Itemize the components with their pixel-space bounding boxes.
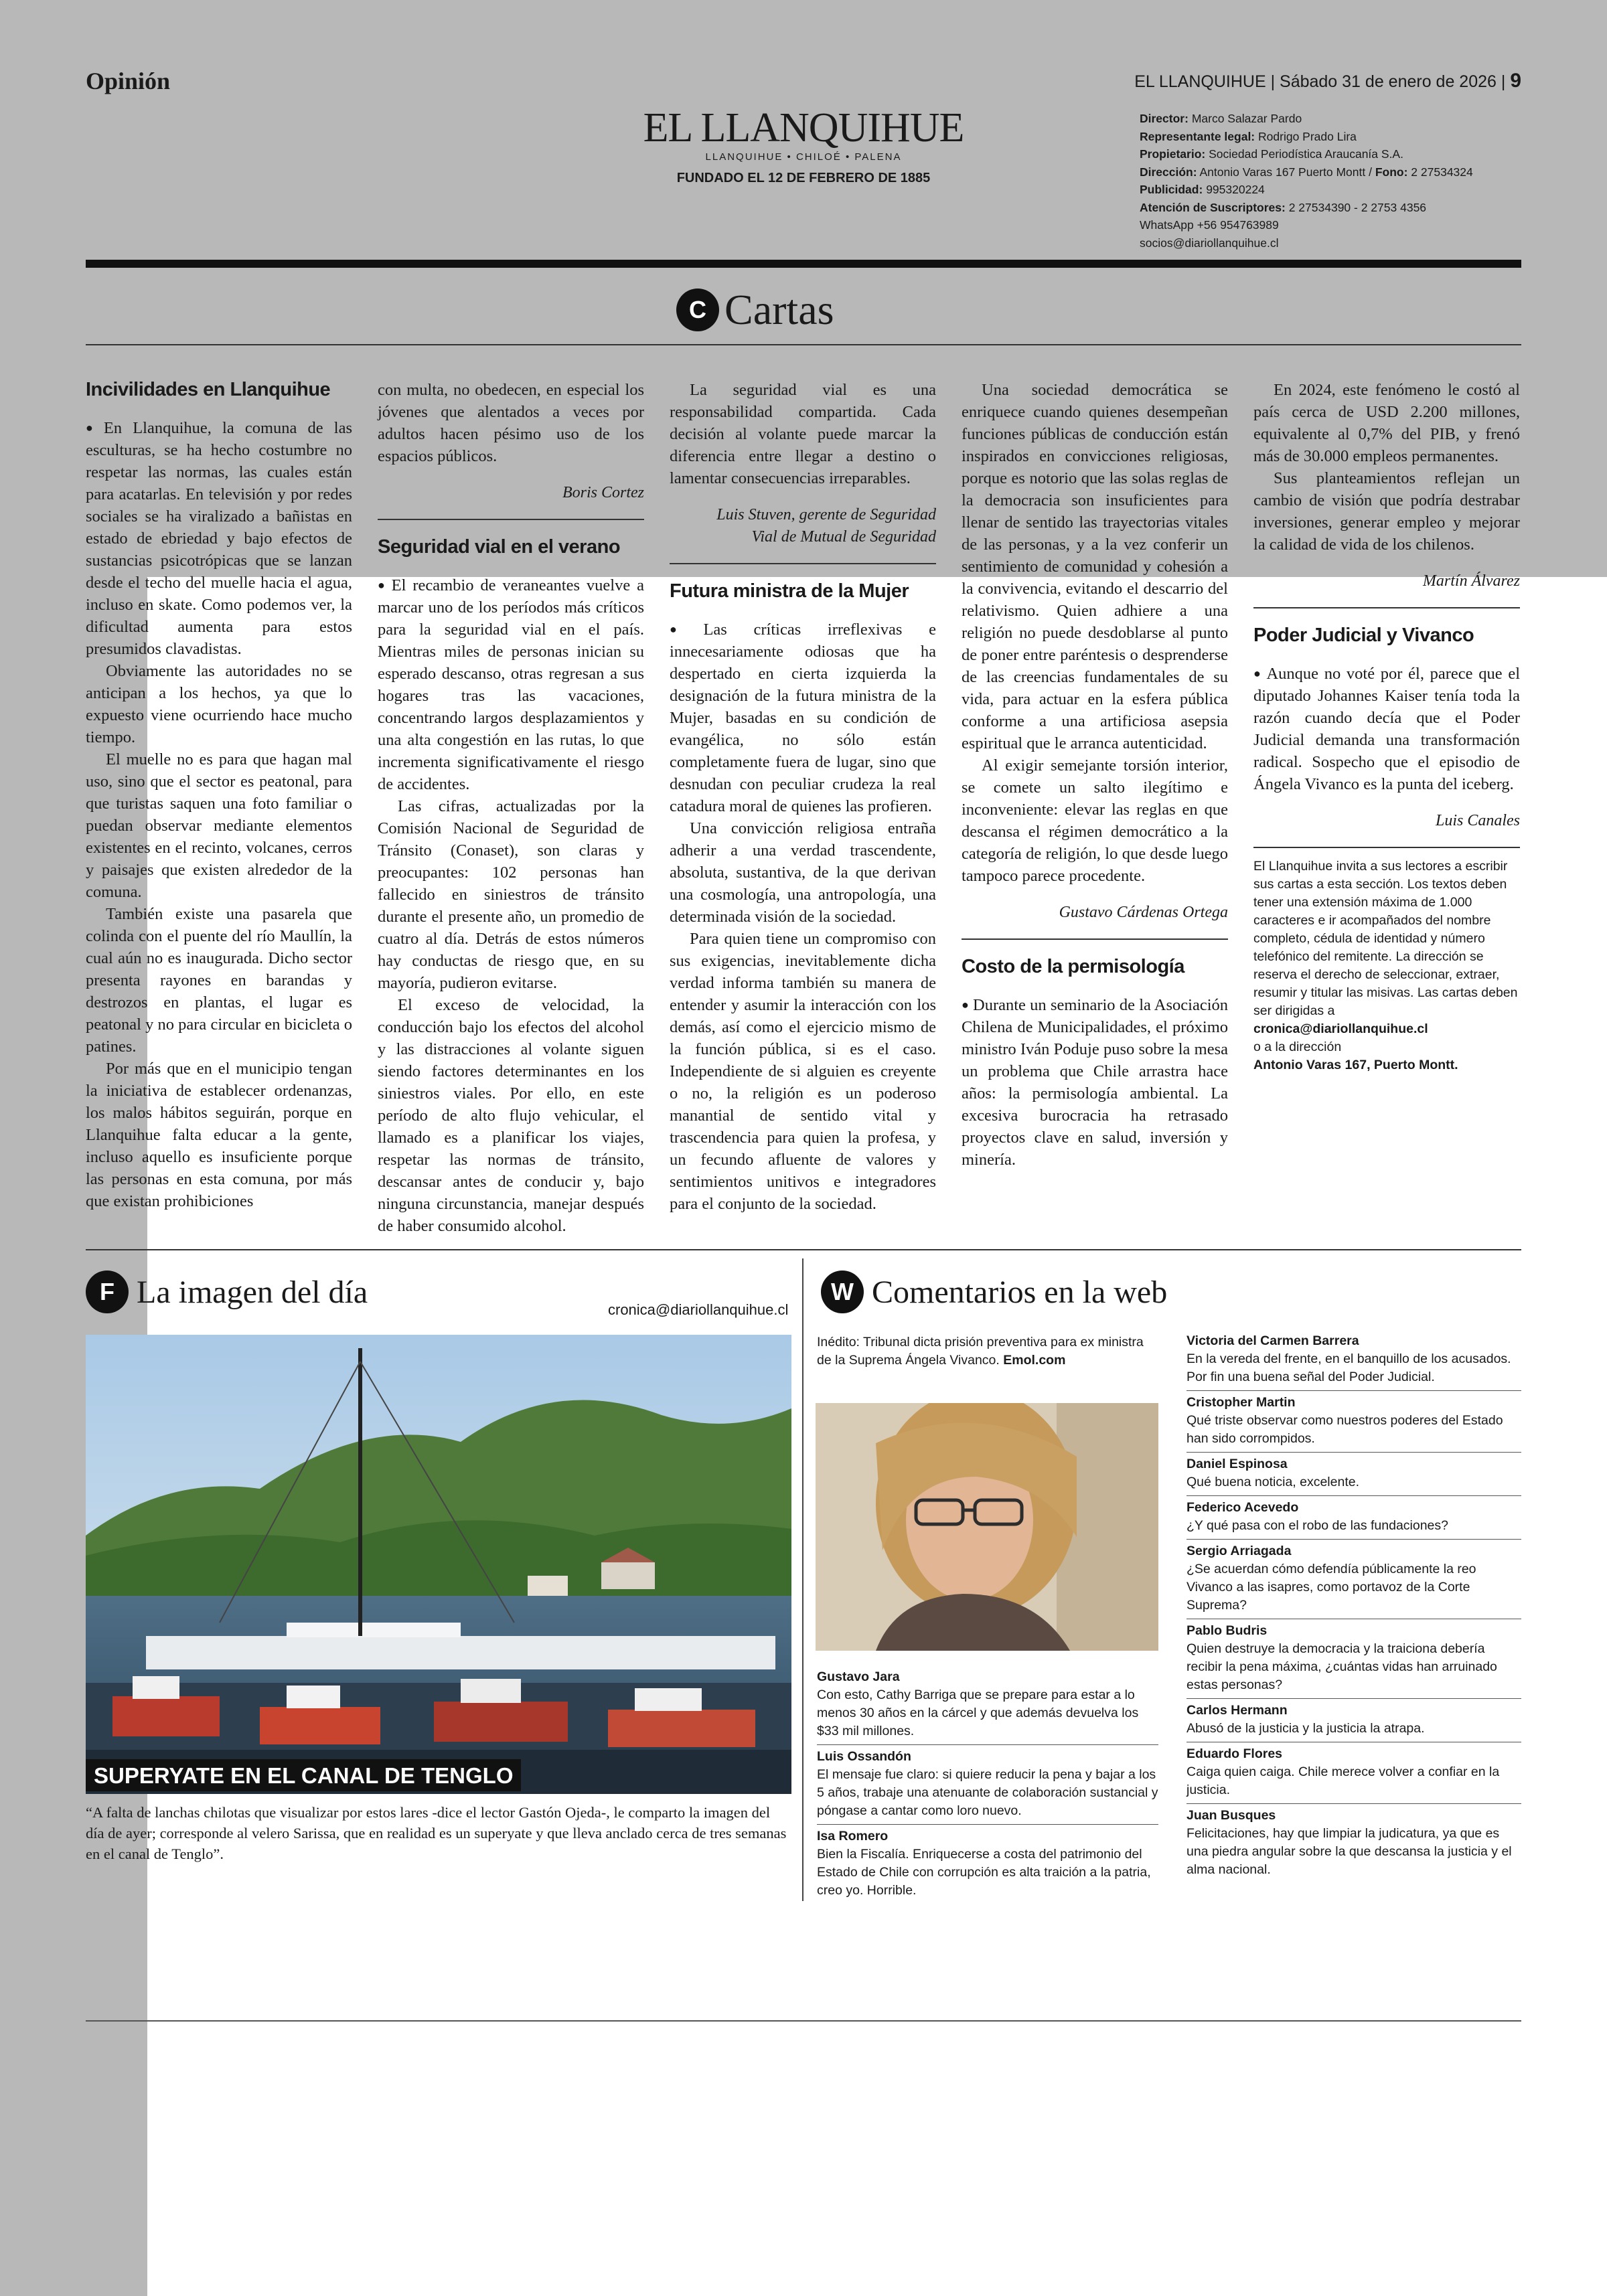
column-2 [378, 379, 644, 1237]
letter-title: Incivilidades en Llanquihue [86, 379, 331, 400]
comment-author: Federico Acevedo [1187, 1500, 1299, 1515]
letter-separator [962, 938, 1228, 940]
note-email[interactable]: cronica@diariollanquihue.cl [1253, 1021, 1428, 1036]
section-rule [86, 1249, 1521, 1250]
masthead [589, 107, 1018, 186]
letter-paragraph: Las cifras, actualizadas por la Comisión Nacional de Seguridad de Tránsito (Conaset), son claras y preocupantes: 102 personas han fallecido en siniestros de tránsito durante el presente año, un promedio de cuatro al día. Detrás de estos números hay conductas de riesgo que, en su mayoría, pudieron evitarse. [378, 797, 644, 992]
cartas-badge-icon: C [676, 289, 719, 331]
comment-text: En la vereda del frente, en el banquillo de los acusados. Por fin una buena señal del Poder Judicial. [1187, 1351, 1511, 1384]
folio-paper: EL LLANQUIHUE [1134, 72, 1266, 91]
comment-author: Gustavo Jara [817, 1669, 900, 1684]
masthead-founded: FUNDADO EL 12 DE FEBRERO DE 1885 [676, 171, 931, 185]
masthead-towns: LLANQUIHUE • CHILOÉ • PALENA [705, 151, 902, 163]
web-comment [1187, 1390, 1521, 1452]
staff-label: Director: [1140, 112, 1189, 125]
comment-author: Isa Romero [817, 1829, 889, 1843]
comment-text: Caiga quien caiga. Chile merece volver a confiar en la justicia. [1187, 1765, 1500, 1797]
imagen-title: La imagen del día [137, 1274, 368, 1310]
staff-phone: 2 27534324 [1411, 165, 1473, 179]
comment-text: El mensaje fue claro: si quiere reducir la pena y bajar a los 5 años, trabaje una atenuante de colaboración sustancial y póngase a cantar como loro nuevo. [817, 1767, 1158, 1818]
letter-signature [670, 504, 936, 548]
letter-title: Futura ministra de la Mujer [670, 580, 909, 602]
letter-title: Costo de la permisología [962, 956, 1184, 977]
letter-paragraph: El muelle no es para que hagan mal uso, sino que el sector es peatonal, para que turistas saquen una foto familiar o puedan observar mediante elementos existentes en el recinto, volcanes, cerros y paisajes que existen alrededor de la comuna. [86, 750, 352, 901]
imagen-badge-icon: F [86, 1270, 129, 1313]
letter-paragraph: También existe una pasarela que colinda con el puente del río Maullín, la cual aún no es inaugurada. Dicho sector presenta rayones en barandas y destrozos en plantas, el lugar es peatonal y no para circular en bicicleta o patines. [86, 905, 352, 1056]
letter-signature: Gustavo Cárdenas Ortega [1059, 904, 1228, 921]
letter-paragraph: La seguridad vial es una responsabilidad compartida. Cada decisión al volante puede marcar la diferencia entre llegar a destino o lamentar consecuencias irreparables. [670, 381, 936, 487]
web-comment [1187, 1619, 1521, 1698]
comment-author: Daniel Espinosa [1187, 1457, 1288, 1471]
web-comment [817, 1824, 1158, 1904]
comment-text: Qué buena noticia, excelente. [1187, 1475, 1360, 1489]
comment-author: Sergio Arriagada [1187, 1544, 1292, 1558]
cartas-rule [86, 344, 1521, 345]
letter-signature: Luis Canales [1435, 812, 1520, 829]
web-comment [817, 1744, 1158, 1824]
imagen-section-header [86, 1270, 368, 1313]
bottom-rule [86, 2020, 1521, 2022]
letter-paragraph: Al exigir semejante torsión interior, se comete un salto ilegítimo e inconveniente: elevar las reglas en que descansa el régimen democrático a la categoría de religión, lo que desde luego tampoco parece procedente. [962, 756, 1228, 885]
staff-subs-phone: 2 27534390 - 2 2753 4356 [1288, 200, 1427, 214]
letter-separator [1253, 847, 1520, 848]
staff-email[interactable]: socios@diariollanquihue.cl [1140, 236, 1279, 250]
web-section-header [821, 1270, 1167, 1313]
staff-label: Publicidad: [1140, 183, 1203, 196]
signature-line: Vial de Mutual de Seguridad [751, 528, 936, 546]
web-comment [1187, 1539, 1521, 1619]
comment-text: Bien la Fiscalía. Enriquecerse a costa del patrimonio del Estado de Chile con corrupción es alta traición a la patria, creo yo. Horrible. [817, 1847, 1151, 1898]
letter-paragraph: ● El recambio de veraneantes vuelve a marcar uno de los períodos más críticos para la seguridad vial en el país. Mientras miles de personas inician su esperado descanso, otras regresan a sus hogares tras las vacaciones, concentrando largos desplazamientos y una alta congestión en las rutas, lo que incrementa significativamente el riesgo de accidentes. [378, 574, 644, 795]
letter-signature: Martín Álvarez [1422, 572, 1520, 590]
web-comment [1187, 1742, 1521, 1803]
staff-box [1140, 110, 1528, 252]
letter-paragraph: El exceso de velocidad, la conducción bajo los efectos del alcohol y las distracciones al volante siguen siendo factores determinantes en los siniestros viales. Por ello, en este período de alto flujo vehicular, el llamado es a planificar los viajes, respetar las normas de tránsito, descansar antes de conducir y, bajo ninguna circunstancia, manejar después de haber consumido alcohol. [378, 996, 644, 1235]
comment-text: Con esto, Cathy Barriga que se prepare para estar a lo menos 30 años en la cárcel y que además devuelva los $33 mil millones. [817, 1688, 1139, 1738]
comment-author: Carlos Hermann [1187, 1703, 1288, 1718]
column-4 [962, 379, 1228, 1171]
comment-text: ¿Y qué pasa con el robo de las fundaciones? [1187, 1518, 1448, 1533]
letter-paragraph: Para quien tiene un compromiso con sus exigencias, inevitablemente dicha verdad informa también su manera de entender y asumir la interacción con los demás, así como el ejercicio mismo de la función pública, si es el caso. Independiente de si alguien es creyente o no, la religión es un poderoso manantial de sentido vital y trascendencia para quien la profesa, y un fecundo afluente de valores y sentimientos unitivos e integradores para el conjunto de la sociedad. [670, 930, 936, 1213]
letter-paragraph: ● Durante un seminario de la Asociación Chilena de Municipalidades, el próximo ministro Iván Poduje puso sobre la mesa un problema que Chile arrastra hace años: la permisología ambiental. La excesiva burocracia ha retrasado proyectos clave en salud, inversión y minería. [962, 994, 1228, 1171]
letter-paragraph: ● Aunque no voté por él, parece que el diputado Johannes Kaiser tenía toda la razón cuando decía que el Poder Judicial demanda una transformación radical. Sospecho que el episodio de Ángela Vivanco es la punta del iceberg. [1253, 663, 1520, 795]
comment-text: Abusó de la justicia y la justicia la atrapa. [1187, 1721, 1425, 1736]
staff-ads-phone: 995320224 [1206, 183, 1265, 196]
column-5 [1253, 379, 1520, 1074]
signature-line: Luis Stuven, gerente de Seguridad [716, 506, 936, 523]
web-title: Comentarios en la web [872, 1274, 1168, 1310]
web-lead-source[interactable]: Emol.com [1003, 1353, 1066, 1368]
comment-author: Cristopher Martin [1187, 1395, 1296, 1410]
web-lead [817, 1333, 1158, 1370]
letter-title: Seguridad vial en el verano [378, 536, 621, 558]
page-folio: EL LLANQUIHUE | Sábado 31 de enero de 2026 | 9 [1134, 70, 1521, 92]
web-comment [1187, 1452, 1521, 1495]
web-comment [1187, 1803, 1521, 1883]
photo-caption: “A falta de lanchas chilotas que visualizar por estos lares -dice el lector Gastón Ojeda-, le comparto la imagen del día de ayer; corresponde al velero Sarissa, que en realidad es un superyate y que lleva anclado cerca de tres semanas en el canal de Tenglo”. [86, 1804, 787, 1862]
comment-text: Qué triste observar como nuestros poderes del Estado han sido corrompidos. [1187, 1413, 1503, 1446]
staff-address: Antonio Varas 167 Puerto Montt / [1199, 165, 1372, 179]
letter-signature: Boris Cortez [562, 484, 644, 501]
letter-paragraph: Sus planteamientos reflejan un cambio de visión que podría destrabar inversiones, generar empleo y mejorar la calidad de vida de los chilenos. [1253, 469, 1520, 554]
cartas-section-header [676, 285, 834, 335]
comment-author: Victoria del Carmen Barrera [1187, 1333, 1359, 1348]
staff-label: Representante legal: [1140, 129, 1255, 143]
web-comment [817, 1667, 1158, 1744]
web-comments-left [817, 1667, 1158, 1904]
staff-legal-rep: Rodrigo Prado Lira [1258, 129, 1357, 143]
cartas-title: Cartas [724, 286, 834, 333]
web-badge-icon: W [821, 1270, 864, 1313]
comment-author: Juan Busques [1187, 1808, 1276, 1823]
folio-page-number: 9 [1510, 70, 1521, 92]
header-rule [86, 260, 1521, 268]
comment-author: Luis Ossandón [817, 1749, 911, 1764]
note-address-intro: o a la dirección [1253, 1040, 1342, 1054]
letter-separator [378, 519, 644, 520]
letter-title: Poder Judicial y Vivanco [1253, 625, 1474, 646]
web-comments-right [1187, 1332, 1521, 1883]
note-address: Antonio Varas 167, Puerto Montt. [1253, 1058, 1458, 1072]
staff-label: Atención de Suscriptores: [1140, 200, 1286, 214]
letter-paragraph: Una sociedad democrática se enriquece cuando quienes desempeñan funciones públicas de conducción están inspirados en convicciones religiosas, porque es notorio que las solas reglas de la democracia son insuficientes para llenar de sentido las trayectorias vitales de las personas, y a la vez conferir un sentimiento de comunidad y cohesión a la convivencia, evitando el descarrio del relativismo. Quien adhiere a una religión no puede desdoblarse al punto de poner entre paréntesis o desprenderse de las creencias fundamentales de su vida, para actuar en la esfera pública conforme a una artificiosa asepsia espiritual que le arranca autenticidad. [962, 381, 1228, 752]
comment-author: Pablo Budris [1187, 1623, 1268, 1638]
staff-owner: Sociedad Periodística Araucanía S.A. [1209, 147, 1403, 161]
letter-separator [1253, 607, 1520, 608]
vivanco-photo-illustration [816, 1403, 1158, 1651]
folio-date: Sábado 31 de enero de 2026 [1280, 72, 1497, 91]
vivanco-photo [816, 1403, 1158, 1651]
staff-whatsapp: WhatsApp +56 954763989 [1140, 218, 1279, 232]
staff-director: Marco Salazar Pardo [1191, 112, 1302, 125]
letter-paragraph: En 2024, este fenómeno le costó al país cerca de USD 2.200 millones, equivalente al 0,7% del PIB, y frenó más de 30.000 empleos permanentes. [1253, 381, 1520, 465]
section-name: Opinión [86, 68, 171, 94]
column-divider [802, 1258, 804, 1901]
column-3 [670, 379, 936, 1215]
comment-author: Eduardo Flores [1187, 1746, 1283, 1761]
superyacht-photo-illustration [86, 1335, 791, 1794]
letter-paragraph: Una convicción religiosa entraña adherir a una verdad trascendente, absoluta, sustantiva, de la que derivan una cosmología, una antropología, una determinada visión de la sociedad. [670, 819, 936, 926]
web-comment [1187, 1495, 1521, 1539]
staff-label: Dirección: [1140, 165, 1197, 179]
masthead-logo: EL LLANQUIHUE [643, 105, 964, 151]
staff-label: Propietario: [1140, 147, 1206, 161]
staff-label: Fono: [1375, 165, 1408, 179]
letter-paragraph: ● En Llanquihue, la comuna de las esculturas, se ha hecho costumbre no respetar las normas, las cuales están para acatarlas. En televisión y por redes sociales se ha viralizado a bañistas en estado de ebriedad y bajo efectos de sustancias psicotrópicas que se lanzan desde el techo del muelle hacia el agua, incluso en skate. Como podemos ver, la dificultad aumenta para estos presumidos clavadistas. [86, 417, 352, 660]
submission-note [1253, 857, 1520, 1074]
letter-paragraph: con multa, no obedecen, en especial los jóvenes que alentados a veces por adultos hacen pésimo uso de los espacios públicos. [378, 381, 644, 465]
superyacht-photo [86, 1335, 791, 1794]
comment-text: Quien destruye la democracia y la traiciona debería recibir la pena máxima, ¿cuántas vidas han arruinado estas personas? [1187, 1641, 1497, 1692]
comment-text: Felicitaciones, hay que limpiar la judicatura, ya que es una piedra angular sobre la que descansa la justicia y el alma nacional. [1187, 1826, 1512, 1877]
web-lead-headline: Inédito: Tribunal dicta prisión preventiva para ex ministra de la Suprema Ángela Vivanco. [817, 1335, 1144, 1368]
column-1 [86, 379, 352, 1212]
letter-paragraph: ● Las críticas irreflexivas e innecesariamente odiosas que ha despertado en cierta izquierda la designación de la futura ministra de la Mujer, basadas en su condición de evangélica, no sólo están completamente fuera de lugar, sino que desnudan con peculiar crudeza la real catadura moral de quienes las profieren. [670, 619, 936, 817]
note-text: El Llanquihue invita a sus lectores a escribir sus cartas a esta sección. Los textos deben tener una extensión máxima de 1.000 caracteres e ir acompañados del nombre completo, cédula de identidad y número telefónico del remitente. La dirección se reserva el derecho de seleccionar, extraer, resumir y titular las misivas. Las cartas deben ser dirigidas a [1253, 859, 1518, 1018]
letter-paragraph: Por más que en el municipio tengan la iniciativa de establecer ordenanzas, los malos hábitos seguirán, porque en Llanquihue falta educar a la gente, incluso aquello es insuficiente porque las personas en esta comuna, por más que existan prohibiciones [86, 1060, 352, 1210]
imagen-email[interactable]: cronica@diariollanquihue.cl [608, 1301, 789, 1318]
letter-paragraph: Obviamente las autoridades no se anticipan a los hechos, ya que lo expuesto viene ocurriendo hace mucho tiempo. [86, 662, 352, 746]
photo-headline: SUPERYATE EN EL CANAL DE TENGLO [86, 1759, 521, 1791]
comment-text: ¿Se acuerdan cómo defendía públicamente la reo Vivanco a las isapres, como portavoz de la Corte Suprema? [1187, 1562, 1476, 1613]
web-comment [1187, 1332, 1521, 1390]
letter-separator [670, 563, 936, 564]
web-comment [1187, 1698, 1521, 1742]
